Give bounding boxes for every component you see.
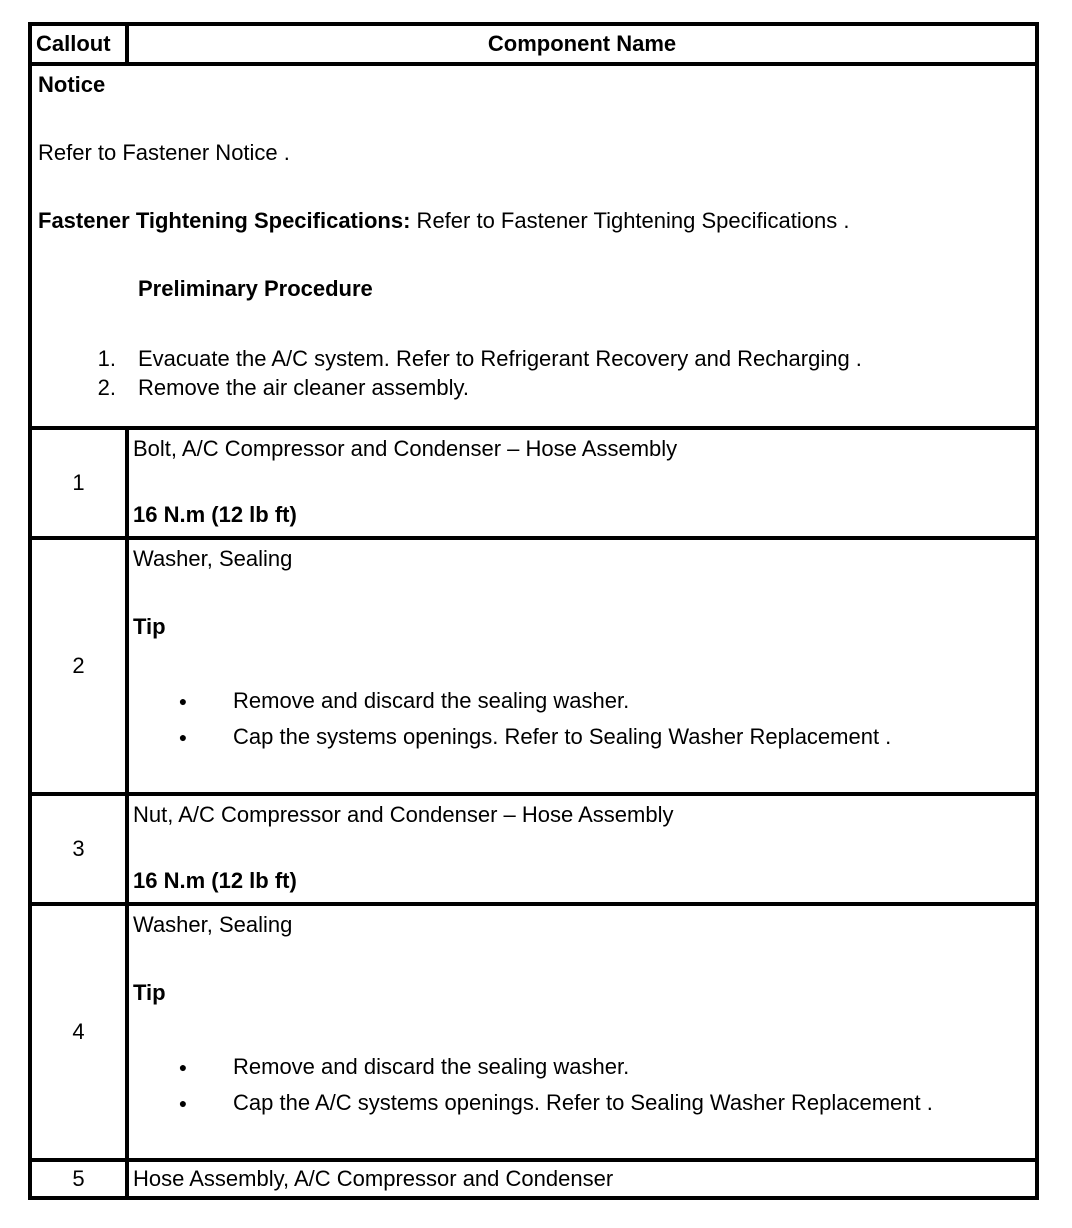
fastener-spec-text: Refer to Fastener Tightening Specifications . bbox=[410, 208, 850, 233]
list-item bbox=[133, 684, 1035, 720]
component-name: Washer, Sealing bbox=[133, 912, 293, 937]
callout-header: Callout bbox=[30, 24, 127, 64]
component-table bbox=[28, 22, 1039, 1200]
step-item bbox=[38, 344, 1035, 373]
table-row bbox=[30, 428, 1037, 538]
callout-cell: 2 bbox=[30, 538, 127, 794]
bullet-text: Cap the systems openings. Refer to Sealing Washer Replacement . bbox=[233, 724, 892, 749]
bullet-text: Remove and discard the sealing washer. bbox=[233, 1054, 630, 1079]
notice-row bbox=[30, 64, 1037, 428]
callout-cell: 3 bbox=[30, 794, 127, 904]
tip-bullets bbox=[133, 684, 1035, 756]
component-name: Washer, Sealing bbox=[133, 546, 293, 571]
callout-cell: 1 bbox=[30, 428, 127, 538]
component-name: Hose Assembly, A/C Compressor and Condenser bbox=[133, 1166, 614, 1191]
table-row bbox=[30, 538, 1037, 794]
component-cell bbox=[127, 538, 1037, 794]
notice-cell bbox=[30, 64, 1037, 428]
tip-title: Tip bbox=[133, 614, 166, 639]
component-name: Bolt, A/C Compressor and Condenser – Hose Assembly bbox=[133, 436, 678, 461]
fastener-spec-label: Fastener Tightening Specifications: bbox=[38, 208, 411, 233]
preliminary-steps bbox=[38, 344, 1035, 402]
list-item bbox=[133, 1086, 1035, 1122]
bullet-text: Cap the A/C systems openings. Refer to Sealing Washer Replacement . bbox=[233, 1090, 933, 1115]
step-number: 1. bbox=[97, 346, 116, 371]
table-row bbox=[30, 1160, 1037, 1198]
preliminary-procedure-title: Preliminary Procedure bbox=[138, 276, 373, 301]
header-row bbox=[30, 24, 1037, 64]
fastener-notice-text: Refer to Fastener Notice . bbox=[38, 140, 290, 165]
component-cell bbox=[127, 1160, 1037, 1198]
torque-spec: 16 N.m (12 lb ft) bbox=[133, 502, 297, 527]
bullet-icon bbox=[133, 1086, 233, 1122]
tip-title: Tip bbox=[133, 980, 166, 1005]
callout-cell: 4 bbox=[30, 904, 127, 1160]
bullet-text: Remove and discard the sealing washer. bbox=[233, 688, 630, 713]
component-cell bbox=[127, 794, 1037, 904]
bullet-icon bbox=[133, 1050, 233, 1086]
callout-cell: 5 bbox=[30, 1160, 127, 1198]
table-row bbox=[30, 904, 1037, 1160]
component-cell bbox=[127, 428, 1037, 538]
step-number: 2. bbox=[97, 375, 116, 400]
list-item bbox=[133, 720, 1035, 756]
step-text: Remove the air cleaner assembly. bbox=[138, 375, 469, 400]
table-row bbox=[30, 794, 1037, 904]
list-item bbox=[133, 1050, 1035, 1086]
component-cell bbox=[127, 904, 1037, 1160]
component-name: Nut, A/C Compressor and Condenser – Hose Assembly bbox=[133, 802, 674, 827]
tip-bullets bbox=[133, 1050, 1035, 1122]
step-item bbox=[38, 373, 1035, 402]
bullet-icon bbox=[133, 684, 233, 720]
step-text: Evacuate the A/C system. Refer to Refrigerant Recovery and Recharging . bbox=[138, 346, 862, 371]
fastener-spec-line bbox=[38, 208, 1035, 234]
component-name-header: Component Name bbox=[127, 24, 1037, 64]
bullet-icon bbox=[133, 720, 233, 756]
torque-spec: 16 N.m (12 lb ft) bbox=[133, 868, 297, 893]
notice-title: Notice bbox=[38, 72, 106, 97]
